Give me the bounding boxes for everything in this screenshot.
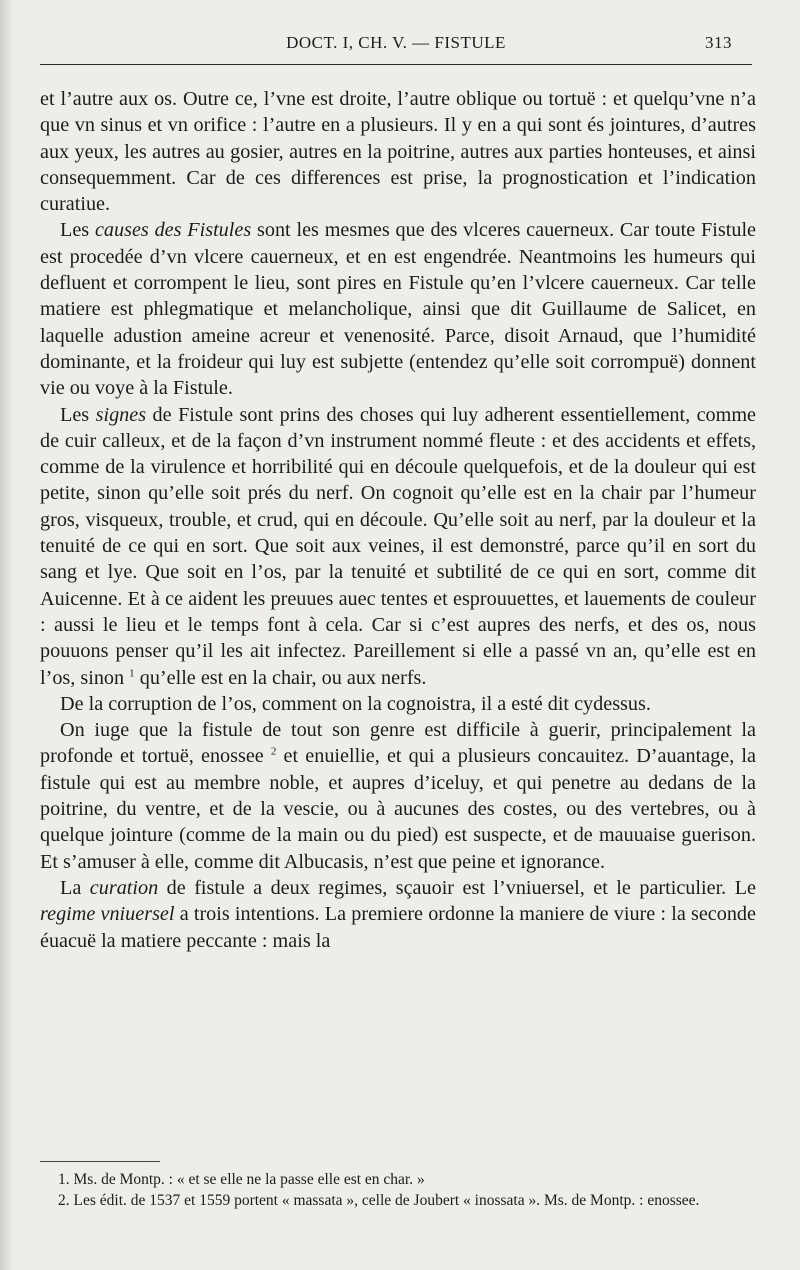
paragraph [40, 691, 756, 717]
paragraph [40, 717, 756, 875]
italic-term: curation [89, 876, 159, 899]
text-run: Les [60, 219, 95, 242]
text-run: et enuiellie, et qui a plusieurs concauitez. D’auantage, la fistule qui est au membre noble, et aupres d’iceluy, et qui penetre au dedans de la poitrine, du ventre, et de la vescie, ou à aucunes des costes, ou des vertebres, ou à quelque jointure (comme de la main ou du pied) est suspecte, et de mauuaise guerison. Et s’amuser à elle, comme dit Albucasis, n’est que peine et ignorance. [40, 745, 756, 873]
paragraph [40, 875, 756, 954]
running-header [40, 30, 752, 60]
text-run: Les [60, 403, 96, 426]
footnote-rule [40, 1161, 160, 1162]
running-title: DOCT. I, CH. V. — FISTULE [286, 33, 506, 52]
footnote: 2. Les édit. de 1537 et 1559 portent « massata », celle de Joubert « inossata ». Ms. de Montp. : enossee. [58, 1192, 700, 1209]
header-rule [40, 64, 752, 65]
paragraph [40, 86, 756, 217]
text-run: qu’elle est en la chair, ou aux nerfs. [134, 666, 427, 689]
text-run: On iuge que la fistule de tout son genre est difficile à guerir, principalement la profonde et tortuë, enossee [40, 719, 756, 768]
page-number: 313 [705, 33, 732, 52]
text-run: de Fistule sont prins des choses qui luy adherent essentiellement, comme de cuir calleux, et de la façon d’vn instrument nommé fleute : et des accidents et effets, comme de la virulence et horribilité qui en découle quelquefois, et de la douleur qui est petite, sinon qu’elle soit prés du nerf. On cognoit qu’elle est en la chair par l’humeur gros, visqueux, trouble, et crud, qui en découle. Qu’elle soit au nerf, par la douleur et la tenuité de ce qui en sort. Que soit aux veines, il est demonstré, parce qu’il en sort du sang et lye. Que soit en l’os, par la tenuité et subtilité de ce qui en sort, comme dit Auicenne. Et à ce aident les preuues auec tentes et esprouuettes, et lauements de couleur : aussi le lieu et le temps font à cela. Car si c’est aupres des nerfs, et des os, nous pouuons penser qu’il les ait infectez. Pareillement si elle a passé vn an, qu’elle est en l’os, sinon [40, 403, 756, 689]
text-run: a trois intentions. La premiere ordonne la maniere de viure : la seconde éuacuë la matiere peccante : mais la [40, 903, 756, 952]
body-text [40, 86, 756, 954]
paragraph [40, 217, 756, 401]
italic-term: regime vniuersel [40, 903, 175, 926]
gutter-shadow [0, 0, 14, 1270]
text-run: et l’autre aux os. Outre ce, l’vne est droite, l’autre oblique ou tortuë : et quelqu’vne n’a que vn sinus et vn orifice : l’autre en a plusieurs. Il y en a qui sont és jointures, d’autres aux yeux, les autres au gosier, autres en la poitrine, autres aux parties honteuses, et ainsi consequemment. Car de ces differences est prise, la prognostication et l’indication curatiue. [40, 88, 756, 216]
text-run: sont les mesmes que des vlceres cauerneux. Car toute Fistule est procedée d’vn vlcere cauerneux, et en est engendrée. Neantmoins les humeurs qui defluent et corrompent le lieu, sont pires en Fistule qu’en l’vlcere cauerneux. Car telle matiere est phlegmatique et melancholique, ainsi que dit Guillaume de Salicet, en laquelle adustion ameine acreur et venenosité. Parce, disoit Arnaud, que l’humidité dominante, et la froideur qui luy est subjette (entendez qu’elle soit corrompuë) donnent vie ou voye à la Fistule. [40, 219, 757, 400]
text-run: La [60, 876, 90, 899]
italic-term: causes des Fistules [94, 219, 252, 242]
text-run: de fistule a deux regimes, sçauoir est l’vniuersel, et le particulier. Le [158, 876, 757, 899]
text-run: De la corruption de l’os, comment on la cognoistra, il a esté dit cydessus. [60, 692, 651, 715]
paragraph [40, 402, 756, 691]
footnote: 1. Ms. de Montp. : « et se elle ne la passe elle est en char. » [58, 1171, 425, 1188]
italic-term: signes [95, 403, 147, 426]
footnote-ref: 2 [270, 745, 277, 758]
footnotes [40, 1169, 756, 1211]
footnote-ref: 1 [129, 666, 135, 679]
